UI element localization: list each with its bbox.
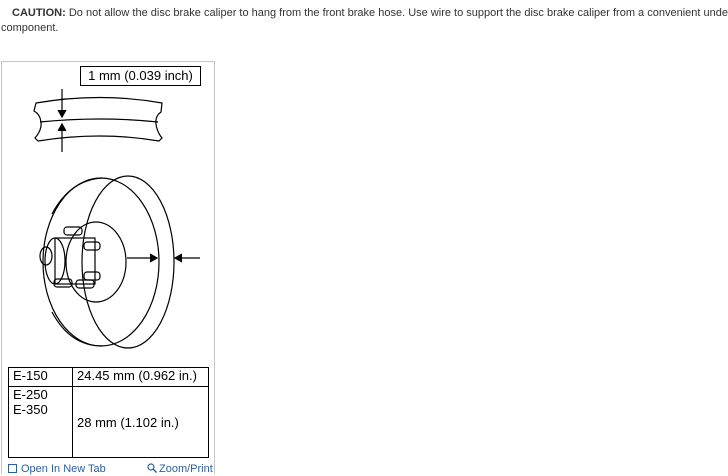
table-row — [9, 368, 209, 387]
caution-text-line2: component. — [1, 22, 59, 34]
runout-spec-label: 1 mm (0.039 inch) — [80, 66, 201, 86]
figure-links — [8, 462, 214, 476]
model-cell: E-250 E-350 — [9, 387, 73, 458]
zoom-print-link[interactable]: Zoom/Print — [147, 462, 213, 476]
new-tab-icon — [8, 464, 17, 473]
table-row — [9, 387, 209, 458]
caution-label: CAUTION: — [12, 7, 66, 19]
thickness-cell: 24.45 mm (0.962 in.) — [73, 368, 209, 387]
thickness-spec-table — [8, 367, 209, 458]
caution-text-line1: Do not allow the disc brake caliper to hang from the front brake hose. Use wire to support the disc brake caliper from a convenient unde — [65, 7, 728, 19]
open-in-new-tab-link[interactable]: Open In New Tab — [8, 462, 106, 476]
thickness-cell: 28 mm (1.102 in.) — [73, 387, 209, 458]
magnifier-icon — [147, 463, 157, 473]
model-cell: E-150 — [9, 368, 73, 387]
